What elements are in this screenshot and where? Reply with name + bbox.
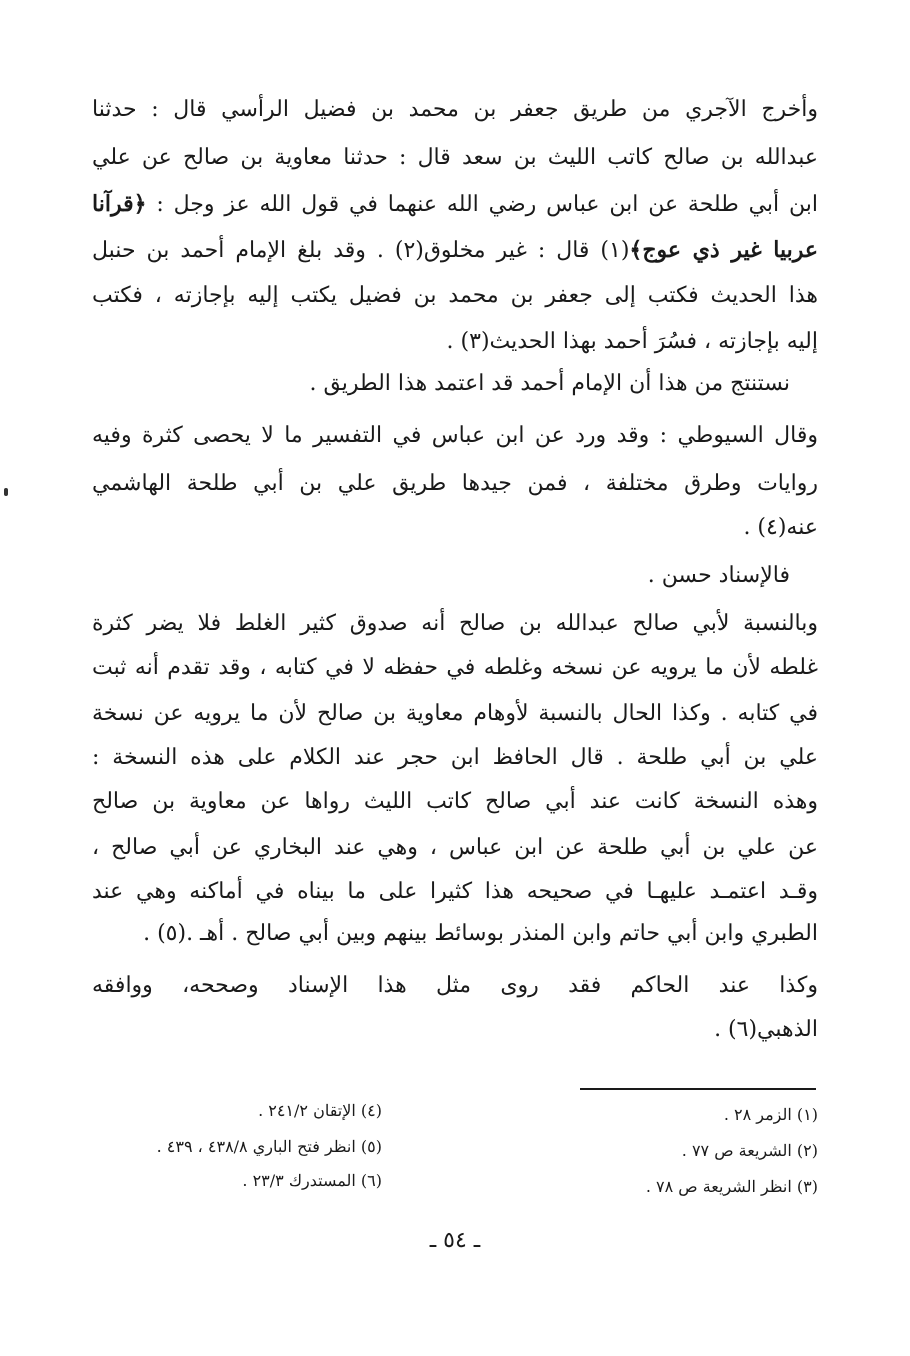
text-line: وبالنسبة لأبي صالح عبدالله بن صالح أنه صدوق كثير الغلط فلا يضر كثرة (92, 611, 818, 636)
footnote: (٤) الإتقان ٢٤١/٢ . (258, 1101, 382, 1120)
text-line: علي بن أبي طلحة . قال الحافظ ابن حجر عند الكلام على هذه النسخة : (92, 745, 818, 770)
text-line: فالإسناد حسن . (647, 563, 790, 588)
text-line: وكذا عند الحاكم فقد روى مثل هذا الإسناد وصححه، ووافقه (92, 973, 818, 998)
text-line: روايات وطرق مختلفة ، فمن جيدها طريق علي بن أبي طلحة الهاشمي (92, 471, 818, 496)
text-line: وهذه النسخة كانت عند أبي صالح كاتب الليث رواها عن معاوية بن صالح (92, 789, 818, 814)
footnote: (١) الزمر ٢٨ . (723, 1105, 818, 1124)
text-line: عبدالله بن صالح كاتب الليث بن سعد قال : حدثنا معاوية بن صالح عن علي (92, 145, 818, 170)
text-line: هذا الحديث فكتب إلى جعفر بن محمد بن فضيل يكتب إليه بإجازته ، فكتب (92, 283, 818, 308)
text-line: الطبري وابن أبي حاتم وابن المنذر بوسائط بينهم وبين أبي صالح . أهـ .(٥) . (143, 921, 818, 946)
quran-quote-end: عربيا غير ذي عوج﴾ (629, 237, 818, 263)
text-line: الذهبي(٦) . (714, 1017, 818, 1042)
text-line: نستنتج من هذا أن الإمام أحمد قد اعتمد هذا الطريق . (309, 371, 790, 396)
text-span: ابن أبي طلحة عن ابن عباس رضي الله عنهما في قول الله عز وجل : (156, 192, 818, 217)
footnote: (٦) المستدرك ٢٣/٣ . (242, 1171, 382, 1190)
quran-quote-start: ﴿قرآنا (92, 191, 147, 217)
text-line: وأخرج الآجري من طريق جعفر بن محمد بن فضيل الرأسي قال : حدثنا (92, 97, 818, 122)
text-line: في كتابه . وكذا الحال بالنسبة لأوهام معاوية بن صالح لأن ما يرويه عن نسخة (92, 701, 818, 726)
text-line: عنه(٤) . (743, 515, 818, 540)
text-line: إليه بإجازته ، فسُرَ أحمد بهذا الحديث(٣) . (446, 329, 818, 354)
text-line (92, 184, 818, 225)
text-span: (١) قال : غير مخلوق(٢) . وقد بلغ الإمام أحمد بن حنبل (92, 238, 630, 263)
footnote: (٥) انظر فتح الباري ٤٣٨/٨ ، ٤٣٩ . (156, 1137, 382, 1156)
footnote-separator (580, 1088, 816, 1090)
text-line: وقال السيوطي : وقد ورد عن ابن عباس في التفسير ما لا يحصى كثرة وفيه (92, 423, 818, 448)
footnote: (٣) انظر الشريعة ص ٧٨ . (645, 1177, 818, 1196)
text-line: غلطه لأن ما يرويه عن نسخه وغلطه في حفظه لا في كتابه ، وقد تقدم أنه ثبت (92, 655, 818, 680)
text-line (92, 230, 818, 271)
text-line: عن علي بن أبي طلحة عن ابن عباس ، وهي عند البخاري عن أبي صالح ، (92, 835, 818, 860)
footnote: (٢) الشريعة ص ٧٧ . (681, 1141, 818, 1160)
page-number: ـ ٥٤ ـ (429, 1228, 481, 1253)
margin-mark (4, 488, 8, 496)
text-line: وقـد اعتمـد عليهـا في صحيحه هذا كثيرا على ما بيناه في أماكنه وهي عند (92, 879, 818, 904)
